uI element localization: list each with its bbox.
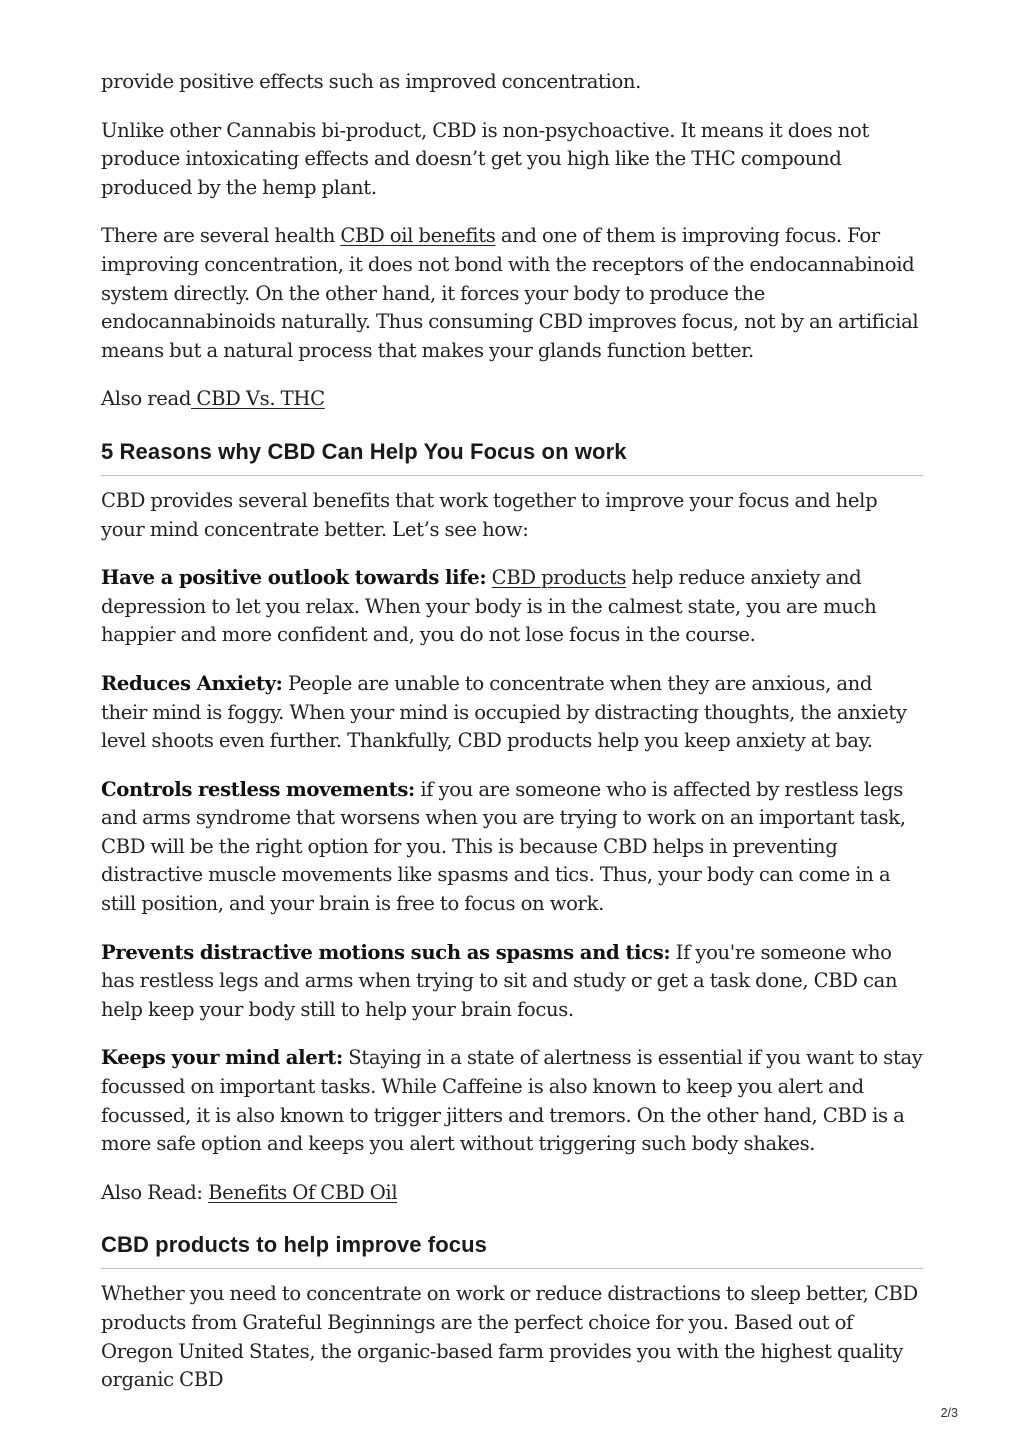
also-read-label: Also Read: <box>101 1180 209 1204</box>
paragraph: Whether you need to concentrate on work or reduce distractions to sleep better, CBD products from Grateful Beginnings are the perfect choice for you. Based out of Oregon United States, the organic-based farm provides you with the highest quality organic CBD <box>101 1282 918 1392</box>
reason-title: Keeps your mind alert: <box>101 1046 343 1070</box>
reason-title: Prevents distractive motions such as spasms and tics: <box>101 940 671 964</box>
section-heading: 5 Reasons why CBD Can Help You Focus on work <box>101 438 923 476</box>
paragraph <box>101 222 923 365</box>
reason-item <box>101 564 923 650</box>
reason-text: if you are someone who is affected by restless legs and arms syndrome that worsens when you are trying to work on an important task, CBD will be the right option for you. This is because CBD helps in preventing distractive muscle movements like spasms and tics. Thus, your body can come in a still position, and your brain is free to focus on work. <box>101 777 906 916</box>
page-number: 2/3 <box>940 1406 958 1420</box>
benefits-of-cbd-oil-link[interactable]: Benefits Of CBD Oil <box>208 1180 398 1204</box>
also-read-line <box>101 385 923 414</box>
reason-text: Staying in a state of alertness is essential if you want to stay focussed on important tasks. While Caffeine is also known to keep you alert and focussed, it is also known to trigger jitters and tremors. On the other hand, CBD is a more safe option and keeps you alert without triggering such body shakes. <box>101 1046 923 1156</box>
section-heading: CBD products to help improve focus <box>101 1231 923 1269</box>
cbd-vs-thc-link[interactable]: CBD Vs. THC <box>191 387 325 411</box>
also-read-label: Also read <box>101 387 192 411</box>
cbd-products-link[interactable]: CBD products <box>491 566 627 590</box>
reason-item <box>101 1044 923 1158</box>
also-read-line <box>101 1179 923 1208</box>
reason-title: Reduces Anxiety: <box>101 671 283 695</box>
reason-title: Controls restless movements: <box>101 777 415 801</box>
reason-text: If you're someone who has restless legs and arms when trying to sit and study or get a task done, CBD can help keep your body still to help your brain focus. <box>101 940 898 1021</box>
article-body <box>101 68 923 1415</box>
paragraph-text: and one of them is improving focus. For improving concentration, it does not bond with the receptors of the endocannabinoid system directly. On the other hand, it forces your body to produce the endocannabinoids naturally. Thus consuming CBD improves focus, not by an artificial means but a natural process that makes your glands function better. <box>101 224 919 362</box>
paragraph-text: There are several health <box>101 224 341 248</box>
reason-item <box>101 776 923 919</box>
paragraph: CBD provides several benefits that work together to improve your focus and help your mind concentrate better. Let’s see how: <box>101 488 878 541</box>
paragraph: Unlike other Cannabis bi-product, CBD is non-psychoactive. It means it does not produce intoxicating effects and doesn’t get you high like the THC compound produced by the hemp plant. <box>101 118 869 199</box>
reason-title: Have a positive outlook towards life: <box>101 566 487 590</box>
reason-text: help reduce anxiety and depression to let you relax. When your body is in the calmest state, you are much happier and more confident and, you do not lose focus in the course. <box>101 566 877 647</box>
reason-item <box>101 939 923 1025</box>
reason-item <box>101 670 923 756</box>
paragraph: provide positive effects such as improved concentration. <box>101 70 642 93</box>
cbd-oil-benefits-link[interactable]: CBD oil benefits <box>340 224 496 248</box>
reason-text: People are unable to concentrate when they are anxious, and their mind is foggy. When your mind is occupied by distracting thoughts, the anxiety level shoots even further. Thankfully, CBD products help you keep anxiety at bay. <box>101 671 907 753</box>
